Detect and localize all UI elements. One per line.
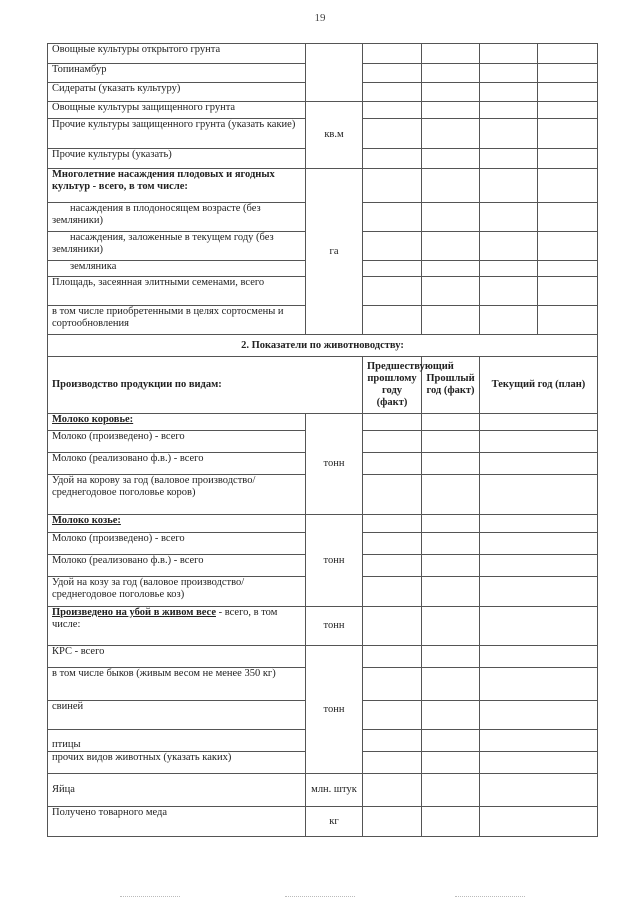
value-cell[interactable] bbox=[363, 119, 422, 149]
value-cell[interactable] bbox=[363, 64, 422, 83]
value-cell[interactable] bbox=[422, 533, 480, 555]
value-cell[interactable] bbox=[363, 453, 422, 475]
value-cell[interactable] bbox=[538, 203, 598, 232]
value-cell[interactable] bbox=[538, 102, 598, 119]
value-cell[interactable] bbox=[422, 515, 480, 533]
value-cell[interactable] bbox=[480, 169, 538, 203]
value-cell[interactable] bbox=[422, 555, 480, 577]
value-cell[interactable] bbox=[422, 149, 480, 169]
value-cell[interactable] bbox=[363, 169, 422, 203]
value-cell[interactable] bbox=[422, 607, 480, 646]
unit-cell-empty bbox=[306, 44, 363, 102]
value-cell[interactable] bbox=[422, 169, 480, 203]
value-cell[interactable] bbox=[480, 475, 598, 515]
value-cell[interactable] bbox=[422, 807, 480, 837]
value-cell[interactable] bbox=[363, 807, 422, 837]
value-cell[interactable] bbox=[538, 306, 598, 335]
value-cell[interactable] bbox=[480, 453, 598, 475]
value-cell[interactable] bbox=[480, 149, 538, 169]
row-label: Площадь, засеянная элитными семенами, всего bbox=[48, 277, 306, 306]
value-cell[interactable] bbox=[480, 414, 598, 431]
row-label: КРС - всего bbox=[48, 646, 306, 668]
value-cell[interactable] bbox=[480, 668, 598, 701]
value-cell[interactable] bbox=[538, 232, 598, 261]
unit-tonnes: тонн bbox=[306, 515, 363, 607]
value-cell[interactable] bbox=[480, 555, 598, 577]
unit-tonnes: тонн bbox=[306, 607, 363, 646]
agri-form-table bbox=[47, 43, 598, 837]
group-title-slaughter bbox=[48, 607, 306, 646]
value-cell[interactable] bbox=[538, 261, 598, 277]
row-label: Яйца bbox=[48, 774, 306, 807]
unit-tonnes: тонн bbox=[306, 646, 363, 774]
value-cell[interactable] bbox=[363, 306, 422, 335]
value-cell[interactable] bbox=[480, 730, 598, 752]
value-cell[interactable] bbox=[422, 306, 480, 335]
value-cell[interactable] bbox=[363, 730, 422, 752]
row-label: Удой на козу за год (валовое производство/среднегодовое поголовье коз) bbox=[48, 577, 306, 607]
value-cell[interactable] bbox=[363, 646, 422, 668]
value-cell[interactable] bbox=[422, 730, 480, 752]
value-cell[interactable] bbox=[422, 44, 480, 64]
value-cell[interactable] bbox=[538, 169, 598, 203]
value-cell[interactable] bbox=[422, 102, 480, 119]
value-cell[interactable] bbox=[422, 668, 480, 701]
value-cell[interactable] bbox=[363, 607, 422, 646]
value-cell[interactable] bbox=[422, 774, 480, 807]
value-cell[interactable] bbox=[363, 44, 422, 64]
row-label: в том числе быков (живым весом не менее 350 кг) bbox=[48, 668, 306, 701]
row-label: Сидераты (указать культуру) bbox=[48, 83, 306, 102]
value-cell[interactable] bbox=[363, 414, 422, 431]
value-cell[interactable] bbox=[480, 102, 538, 119]
value-cell[interactable] bbox=[422, 453, 480, 475]
value-cell[interactable] bbox=[363, 277, 422, 306]
value-cell[interactable] bbox=[538, 83, 598, 102]
value-cell[interactable] bbox=[363, 232, 422, 261]
value-cell[interactable] bbox=[363, 102, 422, 119]
value-cell[interactable] bbox=[480, 807, 598, 837]
row-label: Молоко (произведено) - всего bbox=[48, 533, 306, 555]
value-cell[interactable] bbox=[422, 646, 480, 668]
value-cell[interactable] bbox=[363, 701, 422, 730]
value-cell[interactable] bbox=[480, 646, 598, 668]
value-cell[interactable] bbox=[480, 277, 538, 306]
row-label: Овощные культуры открытого грунта bbox=[48, 44, 306, 64]
header-production-label: Производство продукции по видам: bbox=[48, 357, 363, 414]
value-cell[interactable] bbox=[480, 774, 598, 807]
footer-dotted-line bbox=[120, 896, 180, 897]
value-cell[interactable] bbox=[480, 44, 538, 64]
row-label: Получено товарного меда bbox=[48, 807, 306, 837]
value-cell[interactable] bbox=[480, 232, 538, 261]
value-cell[interactable] bbox=[422, 752, 480, 774]
value-cell[interactable] bbox=[538, 277, 598, 306]
value-cell[interactable] bbox=[538, 119, 598, 149]
header-col-current-year: Текущий год (план) bbox=[480, 357, 598, 414]
value-cell[interactable] bbox=[363, 515, 422, 533]
value-cell[interactable] bbox=[422, 203, 480, 232]
row-label: земляника bbox=[48, 261, 306, 277]
row-label: в том числе приобретенными в целях сортосмены и сортообновления bbox=[48, 306, 306, 335]
value-cell[interactable] bbox=[363, 149, 422, 169]
value-cell[interactable] bbox=[422, 431, 480, 453]
footer-dotted-line bbox=[455, 896, 525, 897]
row-label: Удой на корову за год (валовое производство/среднегодовое поголовье коров) bbox=[48, 475, 306, 515]
row-label: Овощные культуры защищенного грунта bbox=[48, 102, 306, 119]
row-label: Молоко (произведено) - всего bbox=[48, 431, 306, 453]
value-cell[interactable] bbox=[480, 607, 598, 646]
value-cell[interactable] bbox=[480, 203, 538, 232]
row-label: Молоко (реализовано ф.в.) - всего bbox=[48, 453, 306, 475]
unit-tonnes: тонн bbox=[306, 414, 363, 515]
header-col-prev-year: Прошлый год (факт) bbox=[422, 357, 480, 414]
value-cell[interactable] bbox=[422, 261, 480, 277]
unit-ha: га bbox=[306, 169, 363, 335]
value-cell[interactable] bbox=[538, 149, 598, 169]
value-cell[interactable] bbox=[422, 64, 480, 83]
value-cell[interactable] bbox=[480, 533, 598, 555]
row-label: Топинамбур bbox=[48, 64, 306, 83]
value-cell[interactable] bbox=[422, 475, 480, 515]
group-title-cow-milk: Молоко коровье: bbox=[48, 414, 306, 431]
value-cell[interactable] bbox=[363, 203, 422, 232]
value-cell[interactable] bbox=[363, 83, 422, 102]
value-cell[interactable] bbox=[363, 431, 422, 453]
section-title-livestock: 2. Показатели по животноводству: bbox=[48, 335, 598, 357]
value-cell[interactable] bbox=[363, 475, 422, 515]
value-cell[interactable] bbox=[422, 414, 480, 431]
value-cell[interactable] bbox=[480, 515, 598, 533]
row-label: насаждения, заложенные в текущем году (без земляники) bbox=[48, 232, 306, 261]
value-cell[interactable] bbox=[422, 83, 480, 102]
value-cell[interactable] bbox=[363, 261, 422, 277]
value-cell[interactable] bbox=[363, 555, 422, 577]
group-title-goat-milk: Молоко козье: bbox=[48, 515, 306, 533]
slaughter-title-bold: Произведено на убой в живом весе bbox=[52, 607, 216, 618]
value-cell[interactable] bbox=[422, 232, 480, 261]
footer-dotted-line bbox=[285, 896, 355, 897]
row-label: птицы bbox=[48, 730, 306, 752]
value-cell[interactable] bbox=[480, 64, 538, 83]
value-cell[interactable] bbox=[480, 431, 598, 453]
row-label-perennial: Многолетние насаждения плодовых и ягодных культур - всего, в том числе: bbox=[48, 169, 306, 203]
value-cell[interactable] bbox=[422, 119, 480, 149]
value-cell[interactable] bbox=[480, 752, 598, 774]
value-cell[interactable] bbox=[480, 261, 538, 277]
row-label: прочих видов животных (указать каких) bbox=[48, 752, 306, 774]
row-label: насаждения в плодоносящем возрасте (без земляники) bbox=[48, 203, 306, 232]
value-cell[interactable] bbox=[422, 701, 480, 730]
value-cell[interactable] bbox=[480, 577, 598, 607]
value-cell[interactable] bbox=[538, 64, 598, 83]
value-cell[interactable] bbox=[363, 752, 422, 774]
value-cell[interactable] bbox=[363, 668, 422, 701]
value-cell[interactable] bbox=[422, 577, 480, 607]
row-label: Прочие культуры защищенного грунта (указать какие) bbox=[48, 119, 306, 149]
row-label: свиней bbox=[48, 701, 306, 730]
value-cell[interactable] bbox=[480, 83, 538, 102]
value-cell[interactable] bbox=[422, 277, 480, 306]
value-cell[interactable] bbox=[480, 306, 538, 335]
slaughter-title-rest: - всего, в том числе: bbox=[52, 607, 278, 630]
page-number: 19 bbox=[314, 12, 326, 24]
unit-sqm: кв.м bbox=[306, 102, 363, 169]
value-cell[interactable] bbox=[363, 533, 422, 555]
row-label: Молоко (реализовано ф.в.) - всего bbox=[48, 555, 306, 577]
unit-million-pieces: млн. штук bbox=[306, 774, 363, 807]
value-cell[interactable] bbox=[538, 44, 598, 64]
header-col-prev-prev-year: Предшествующий прошлому году (факт) bbox=[363, 357, 422, 414]
value-cell[interactable] bbox=[480, 119, 538, 149]
value-cell[interactable] bbox=[363, 774, 422, 807]
value-cell[interactable] bbox=[480, 701, 598, 730]
unit-kg: кг bbox=[306, 807, 363, 837]
row-label: Прочие культуры (указать) bbox=[48, 149, 306, 169]
value-cell[interactable] bbox=[363, 577, 422, 607]
